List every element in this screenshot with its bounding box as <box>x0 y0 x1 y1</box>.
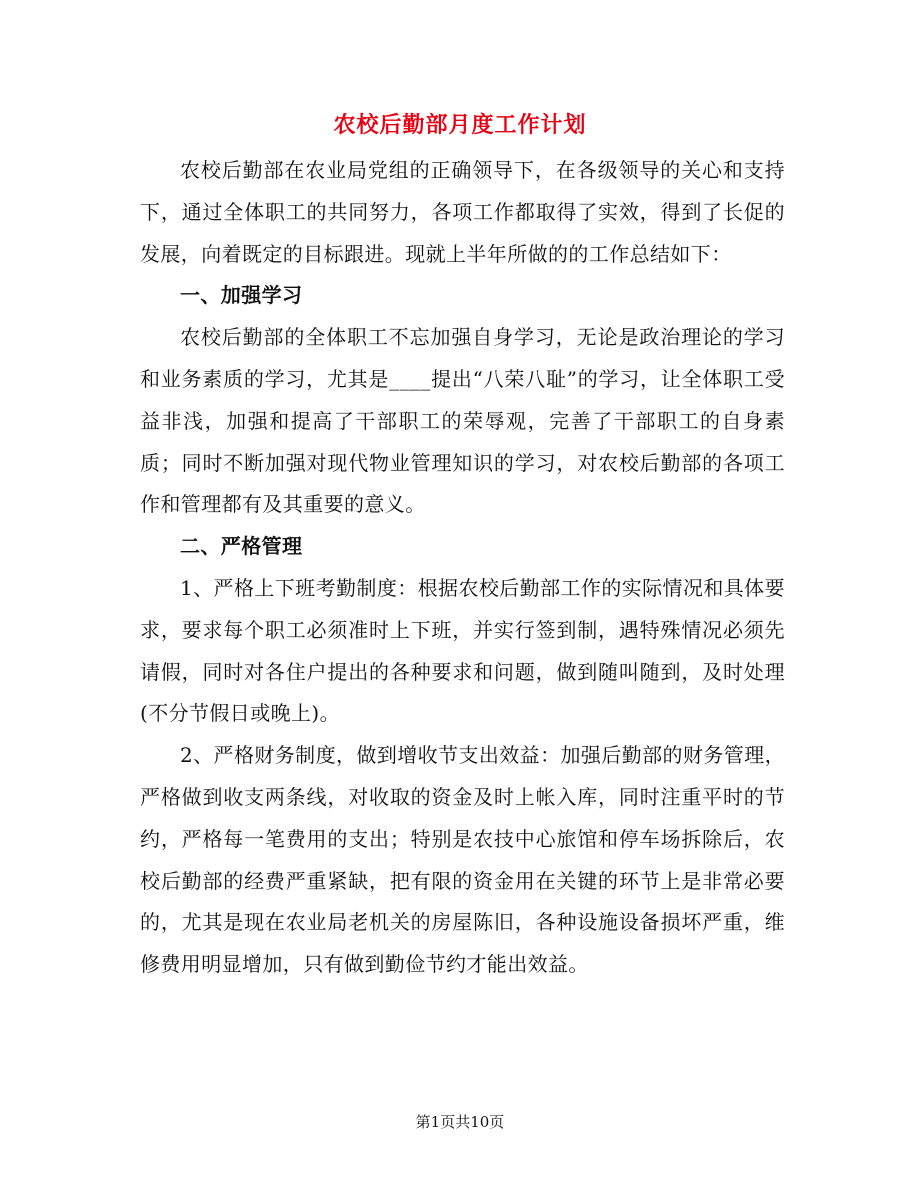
document-title: 农校后勤部月度工作计划 <box>333 113 587 138</box>
document-body <box>140 150 785 986</box>
attendance-paragraph: 1、严格上下班考勤制度：根据农校后勤部工作的实际情况和具体要求，要求每个职工必须准时上下班，并实行签到制，遇特殊情况必须先请假，同时对各住户提出的各种要求和问题，做到随叫随到，及时处理(不分节假日或晚上)。 <box>140 575 785 726</box>
study-paragraph: 农校后勤部的全体职工不忘加强自身学习，无论是政治理论的学习和业务素质的学习，尤其是____提出“八荣八耻”的学习，让全体职工受益非浅，加强和提高了干部职工的荣辱观，完善了干部职工的自身素质；同时不断加强对现代物业管理知识的学习，对农校后勤部的各项工作和管理都有及其重要的意义。 <box>140 325 785 517</box>
page-number-footer: 第1页共10页 <box>415 1113 505 1131</box>
section-heading-management: 二、严格管理 <box>180 534 303 559</box>
intro-paragraph: 农校后勤部在农业局党组的正确领导下，在各级领导的关心和支持下，通过全体职工的共同努力，各项工作都取得了实效，得到了长促的发展，向着既定的目标跟进。现就上半年所做的的工作总结如下： <box>140 158 785 266</box>
section-heading-study: 一、加强学习 <box>180 283 303 308</box>
finance-paragraph: 2、严格财务制度，做到增收节支出效益：加强后勤部的财务管理，严格做到收支两条线，对收取的资金及时上帐入库，同时注重平时的节约，严格每一笔费用的支出；特别是农技中心旅馆和停车场拆除后，农校后勤部的经费严重紧缺，把有限的资金用在关键的环节上是非常必要的，尤其是现在农业局老机关的房屋陈旧，各种设施设备损坏严重，维修费用明显增加，只有做到勤俭节约才能出效益。 <box>140 743 785 977</box>
